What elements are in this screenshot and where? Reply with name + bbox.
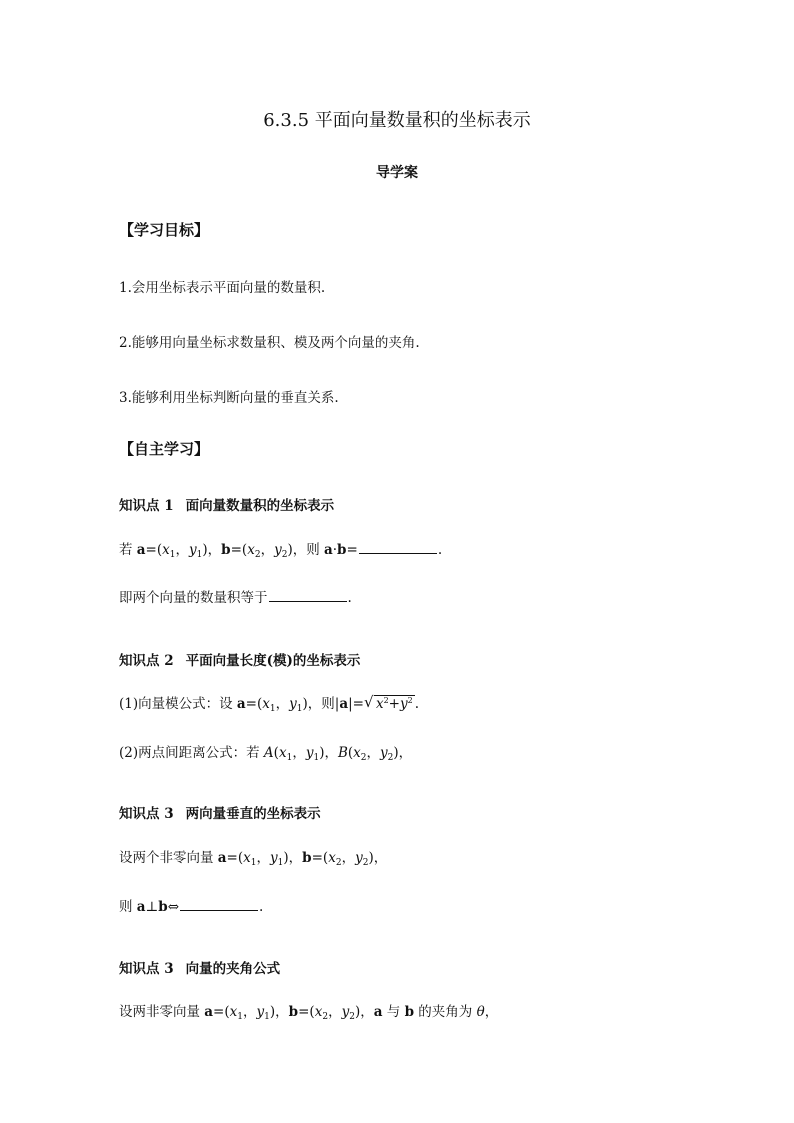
knowledge-point-1-heading: 知识点 1 面向量数量积的坐标表示 [119,498,335,514]
kp3-perpendicular-line: 则 a⊥b⇔ . [119,899,264,915]
knowledge-point-4-heading: 知识点 3 向量的夹角公式 [119,961,281,977]
goal-item-3: 3.能够利用坐标判断向量的垂直关系. [119,390,339,406]
goal-item-2: 2.能够用向量坐标求数量积、模及两个向量的夹角. [119,335,420,351]
answer-blank[interactable] [180,898,258,911]
kp3-vectors-line: 设两个非零向量 $a=(x_1$，$y_1$)，$b=(x_2$，$y_2$)， [119,850,388,868]
knowledge-point-3-heading: 知识点 3 两向量垂直的坐标表示 [119,806,321,822]
kp2-distance-line: (2)两点间距离公式：若 $A(x_1$，$y_1$)，$B(x_2$，$y_2$)， [119,745,413,763]
kp2-modulus-line: (1)向量模公式：设 $a=(x_1$，$y_1$)，则|a|= √ $x^2+y^2$ . [119,693,420,714]
kp1-formula-line: 若 $a=(x_1$，$y_1$)，$b=(x_2$，$y_2$)，则 a·b= . [119,542,443,560]
knowledge-point-2-heading: 知识点 2 平面向量长度(模)的坐标表示 [119,653,361,669]
goal-item-1: 1.会用坐标表示平面向量的数量积. [119,280,326,296]
sqrt-expression: √ $x^2+y^2$ [363,693,413,712]
section-goals-heading: 【学习目标】 [119,221,210,239]
kp1-explain-line: 即两个向量的数量积等于 . [119,590,352,606]
section-self-study-heading: 【自主学习】 [119,440,210,458]
kp4-angle-line: 设两非零向量 $a=(x_1$，$y_1$)，$b=(x_2$，$y_2$)，a 与 b 的夹角为 θ， [119,1004,499,1022]
page-subtitle: 导学案 [376,165,418,181]
page-title: 6.3.5 平面向量数量积的坐标表示 [263,110,531,131]
answer-blank[interactable] [269,589,347,602]
answer-blank[interactable] [359,541,437,554]
